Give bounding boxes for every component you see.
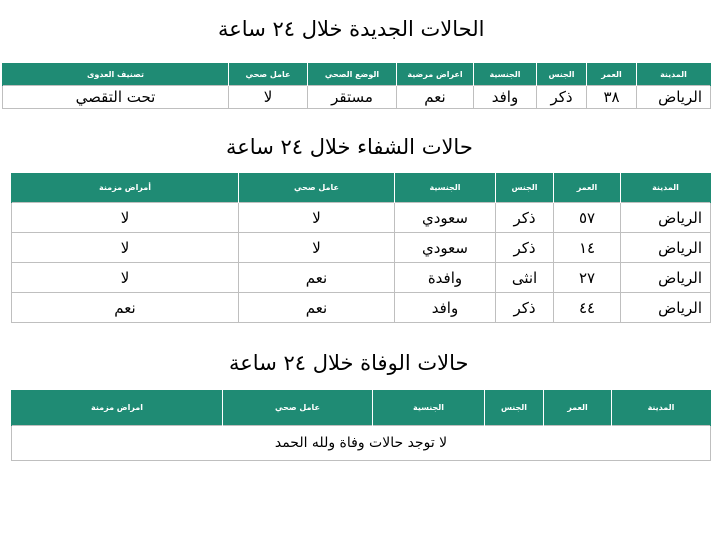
cell-symptoms: نعم (397, 86, 474, 109)
header-health-worker: عامل صحي (229, 63, 308, 86)
cell-age: ٣٨ (587, 86, 637, 109)
header-nationality: الجنسية (373, 390, 485, 426)
header-gender: الجنس (496, 173, 554, 203)
cell-nationality: وافدة (395, 263, 496, 293)
table-row (12, 426, 711, 461)
recovered-header-row (12, 173, 711, 203)
cell-health-worker: لا (239, 203, 395, 233)
deaths-table (11, 390, 711, 461)
cell-chronic-diseases: لا (12, 203, 239, 233)
header-health-worker: عامل صحي (223, 390, 373, 426)
header-gender: الجنس (485, 390, 544, 426)
cell-city: الرياض (637, 86, 711, 109)
cell-chronic-diseases: لا (12, 263, 239, 293)
cell-nationality: وافد (395, 293, 496, 323)
cell-nationality: سعودي (395, 203, 496, 233)
cell-health-status: مستقر (308, 86, 397, 109)
recovered-title: حالات الشفاء خلال ٢٤ ساعة (226, 135, 473, 159)
table-row (12, 203, 711, 233)
cell-city: الرياض (621, 293, 711, 323)
cell-gender: ذكر (537, 86, 587, 109)
header-health-status: الوضع الصحي (308, 63, 397, 86)
cell-city: الرياض (621, 203, 711, 233)
header-infection-class: تصنيف العدوى (3, 63, 229, 86)
cell-age: ١٤ (554, 233, 621, 263)
cell-gender: ذكر (496, 203, 554, 233)
cell-age: ٤٤ (554, 293, 621, 323)
header-age: العمر (554, 173, 621, 203)
header-nationality: الجنسية (474, 63, 537, 86)
cell-gender: ذكر (496, 293, 554, 323)
recovered-table (11, 173, 711, 323)
header-health-worker: عامل صحي (239, 173, 395, 203)
cell-gender: ذكر (496, 233, 554, 263)
cell-health-worker: لا (229, 86, 308, 109)
cell-city: الرياض (621, 263, 711, 293)
cell-gender: انثى (496, 263, 554, 293)
header-nationality: الجنسية (395, 173, 496, 203)
cell-health-worker: لا (239, 233, 395, 263)
table-row (12, 233, 711, 263)
cell-age: ٢٧ (554, 263, 621, 293)
cell-city: الرياض (621, 233, 711, 263)
header-gender: الجنس (537, 63, 587, 86)
header-symptoms: اعراض مرضية (397, 63, 474, 86)
new-cases-table (2, 63, 711, 109)
table-row (12, 263, 711, 293)
new-cases-header-row (3, 63, 711, 86)
cell-chronic-diseases: نعم (12, 293, 239, 323)
table-row (12, 293, 711, 323)
no-deaths-message: لا توجد حالات وفاة ولله الحمد (12, 426, 711, 461)
header-city: المدينة (612, 390, 711, 426)
header-city: المدينة (637, 63, 711, 86)
cell-infection-class: تحت التقصي (3, 86, 229, 109)
cell-age: ٥٧ (554, 203, 621, 233)
cell-nationality: وافد (474, 86, 537, 109)
header-chronic-diseases: أمراض مزمنة (12, 173, 239, 203)
header-age: العمر (544, 390, 612, 426)
cell-health-worker: نعم (239, 293, 395, 323)
deaths-title: حالات الوفاة خلال ٢٤ ساعة (229, 351, 469, 375)
cell-chronic-diseases: لا (12, 233, 239, 263)
header-chronic-diseases: امراض مزمنة (12, 390, 223, 426)
header-city: المدينة (621, 173, 711, 203)
cell-health-worker: نعم (239, 263, 395, 293)
cell-nationality: سعودي (395, 233, 496, 263)
new-cases-title: الحالات الجديدة خلال ٢٤ ساعة (218, 17, 485, 41)
table-row (3, 86, 711, 109)
header-age: العمر (587, 63, 637, 86)
deaths-header-row (12, 390, 711, 426)
